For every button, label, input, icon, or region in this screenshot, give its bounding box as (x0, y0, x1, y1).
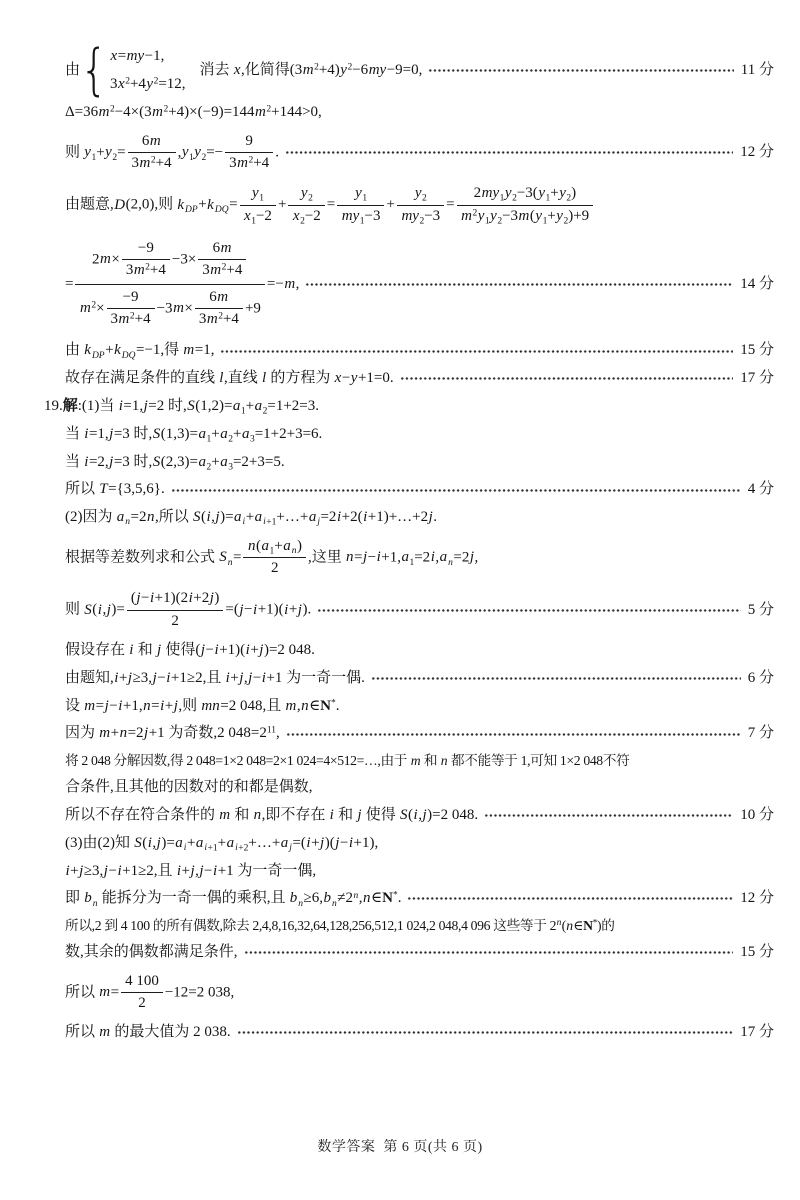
line-content: i+j≥3,j−i+1≥2,且 i+j,j−i+1 为一奇一偶, (65, 862, 317, 879)
points-label: 17 分 (740, 370, 774, 387)
line-content: 所以 T={3,5,6}. (65, 481, 165, 498)
line-content: $\Delta=36m^2-4\times(3m^2+4)\times(-9)=144m^2+144>0$, (65, 104, 322, 121)
line-part3-m-calc (44, 970, 774, 1016)
line-part2-factorization (44, 751, 774, 770)
line-part3-m-max (44, 1022, 774, 1043)
points-label: 10 分 (740, 806, 774, 823)
fraction: $\frac{-9}{3m^2+4}$ (122, 239, 170, 281)
footer-page-number: 第 6 页(共 6 页) (383, 1140, 483, 1155)
fraction: 2m× $\frac{-9}{3m^2+4}$ −3× $\frac{6m}{3m^2+4}$ $m^2\times$ $\frac{-9}{3m^2+4}$ −3m× $\frac{6m}{3m^2+4}$ +9 (75, 237, 264, 332)
fraction: $\frac{y_2}{x_2-2}$ (288, 184, 324, 226)
line-part2-sij-def (44, 507, 774, 528)
line-content: = 2m× $\frac{-9}{3m^2+4}$ −3× $\frac{6m}{3m^2+4}$ $m^2\times$ $\frac{-9}{3m^2+4}$ −3m× $\frac{6m}{3m^2+4}$ +9 =−m, (65, 235, 299, 334)
line-content: (3)由(2)知 $S(i,j)=a_i+a_{i+1}+a_{i+2}+\dots+a_j=(i+j)(j-i+1)$, (65, 834, 379, 854)
line-slope-sum-setup (44, 182, 774, 228)
points-label: 14 分 (740, 275, 774, 292)
points-label: 5 分 (747, 601, 774, 618)
line-part2-no-solution (44, 805, 774, 826)
line-content: 假设存在 i 和 j 使得(j−i+1)(i+j)=2 048. (65, 641, 315, 658)
line-content: 所以,2 到 4 100 的所有偶数,除去 2,4,8,16,32,64,128,256,512,1 024,2 048,4 096 这些等于 2$^n$(n∈N*)的 (65, 918, 615, 934)
points-label: 6 分 (747, 669, 774, 686)
equation-system: { x=my−1, $3x^2+4y^2=12$, (80, 38, 186, 103)
line-part2-mn-def (44, 696, 774, 717)
fraction: $\frac{(j-i+1)(2i+2j)}{2}$ (127, 589, 224, 631)
line-part3-sij (44, 833, 774, 854)
dotted-leader (171, 483, 741, 498)
dotted-leader (400, 371, 734, 386)
points-label: 12 分 (740, 144, 774, 161)
dotted-leader (317, 603, 741, 618)
line-content: 由 $k_{DP}+k_{DQ}=-1$,得 m=1, (65, 342, 215, 361)
line-content: 即 $b_n$ 能拆分为一奇一偶的乘积,且 $b_n\ge 6,b_n\ne 2^n,n\in N^*$. (65, 890, 402, 909)
dotted-leader (428, 63, 733, 78)
fraction: $\frac{n(a_1+a_n)}{2}$ (243, 537, 305, 579)
line-part1-s13 (44, 424, 774, 445)
answer-lines (44, 38, 774, 1044)
dotted-leader (285, 145, 733, 160)
line-part2-sum-formula (44, 535, 774, 581)
line-content: 根据等差数列求和公式 $S_n=$ $\frac{n(a_1+a_n)}{2}$ ,这里 $n=j-i+1,a_1=2i,a_n=2j$, (65, 535, 478, 581)
fraction: $\frac{6m}{3m^2+4}$ (198, 239, 246, 281)
dotted-leader (286, 727, 741, 742)
line-content: 合条件,且其他的因数对的和都是偶数, (65, 779, 313, 796)
points-label: 17 分 (740, 1024, 774, 1041)
line-19-part1-s12 (44, 396, 774, 417)
points-label: 4 分 (747, 481, 774, 498)
line-part2-odd-sum (44, 723, 774, 744)
line-content: 当 i=2,j=3 时$,S(2,3)=a_2+a_3=2+3=5$. (65, 453, 285, 472)
points-label: 15 分 (740, 342, 774, 359)
line-part2-sij-result (44, 587, 774, 633)
points-label: 11 分 (740, 62, 774, 79)
fraction: $\frac{4 100}{2}$ (121, 972, 163, 1014)
fraction: $\frac{9}{3m^2+4}$ (225, 132, 273, 174)
dotted-leader (237, 1025, 734, 1040)
line-conclusion-line-eq (44, 368, 774, 389)
brace-icon: { (80, 38, 109, 103)
fraction: $\frac{2my_1y_2-3(y_1+y_2)}{m^2y_1y_2-3m(y_1+y_2)+9}$ (457, 184, 594, 226)
dotted-leader (484, 808, 733, 823)
dotted-leader (407, 891, 733, 906)
line-ellipse-elimination (44, 38, 774, 103)
line-part2-parity (44, 668, 774, 689)
line-content: 所以 m= $\frac{4 100}{2}$ −12=2 038, (65, 970, 234, 1016)
line-part3-evens-list (44, 916, 774, 935)
points-label: 12 分 (740, 890, 774, 907)
fraction: $\frac{y_1}{x_1-2}$ (240, 184, 276, 226)
line-content: 由 { x=my−1, $3x^2+4y^2=12$, 消去 x,化简得$(3m^2+4)y^2-6my-9=0$, (65, 38, 423, 103)
footer-doc-title: 数学答案 (317, 1140, 376, 1155)
line-content: 因为 m+n=2j+1 为奇数,2 $048=2^{11}$, (65, 725, 280, 742)
line-slope-condition (44, 340, 774, 361)
line-content: 则 S(i,j)= $\frac{(j-i+1)(2i+2j)}{2}$ =(j−i+1)(i+j). (65, 587, 311, 633)
line-content: 所以 m 的最大值为 2 038. (65, 1024, 231, 1041)
line-content: 将 2 048 分解因数,得 2 048=1×2 048=2×1 024=4×512=…,由于 m 和 n 都不能等于 1,可知 1×2 048不符 (65, 753, 630, 769)
fraction: $\frac{y_1}{my_1-3}$ (337, 184, 384, 226)
line-content: 设 m=j−i+1,n=i+j,则 mn=2 048,且 m,n∈N*. (65, 697, 340, 714)
line-part3-evens-cont (44, 942, 774, 963)
line-discriminant (44, 102, 774, 123)
line-part1-s23 (44, 452, 774, 473)
fraction: $\frac{6m}{3m^2+4}$ (128, 132, 176, 174)
line-content: 则 $y_1+y_2=$ $\frac{6m}{3m^2+4}$ $,y_1y_2=-$ $\frac{9}{3m^2+4}$ . (65, 130, 279, 176)
line-content: 由题知,i+j≥3,j−i+1≥2,且 i+j,j−i+1 为一奇一偶. (65, 669, 365, 686)
fraction: $\frac{-9}{3m^2+4}$ (107, 288, 155, 330)
fraction: $\frac{6m}{3m^2+4}$ (195, 288, 243, 330)
line-content: (2)因为 $a_n=2n$,所以 $S(i,j)=a_i+a_{i+1}+\dots+a_j=2i+2(i+1)+\dots+2j$. (65, 509, 438, 528)
line-content: 故存在满足条件的直线 l,直线 l 的方程为 x−y+1=0. (65, 370, 394, 387)
line-part2-factorization-cont (44, 777, 774, 798)
line-content: 当 i=1,j=3 时$,S(1,3)=a_1+a_2+a_3=1+2+3=6$. (65, 425, 323, 445)
line-content: 19.解:(1)当 i=1,j=2 时$,S(1,2)=a_1+a_2=1+2=3$. (44, 397, 320, 417)
dotted-leader (305, 277, 733, 292)
dotted-leader (244, 945, 734, 960)
line-vieta (44, 130, 774, 176)
points-label: 15 分 (740, 944, 774, 961)
line-slope-sum-eval (44, 235, 774, 334)
fraction: $\frac{y_2}{my_2-3}$ (397, 184, 444, 226)
page-footer (0, 1138, 800, 1158)
line-part3-bn-property (44, 888, 774, 909)
dotted-leader (220, 344, 733, 359)
line-part2-assume (44, 640, 774, 661)
line-content: 所以不存在符合条件的 m 和 n,即不存在 i 和 j 使得 S(i,j)=2 048. (65, 806, 479, 823)
line-content: 由题意,D(2,0),则 $k_{DP}+k_{DQ}=$ $\frac{y_1}{x_1-2}$ + $\frac{y_2}{x_2-2}$ = $\frac{y_1}{my_1-3}$ + $\frac{y_2}{my_2-3}$ = $\frac{2my_1y_2-3(y_1+y_2)}{m^2y_1y_2-3m(y_1+y_2)+9}$ (65, 182, 595, 228)
dotted-leader (371, 671, 741, 686)
line-part1-set-T (44, 479, 774, 500)
line-part3-constraints (44, 861, 774, 882)
points-label: 7 分 (747, 725, 774, 742)
line-content: 数,其余的偶数都满足条件, (65, 944, 238, 961)
